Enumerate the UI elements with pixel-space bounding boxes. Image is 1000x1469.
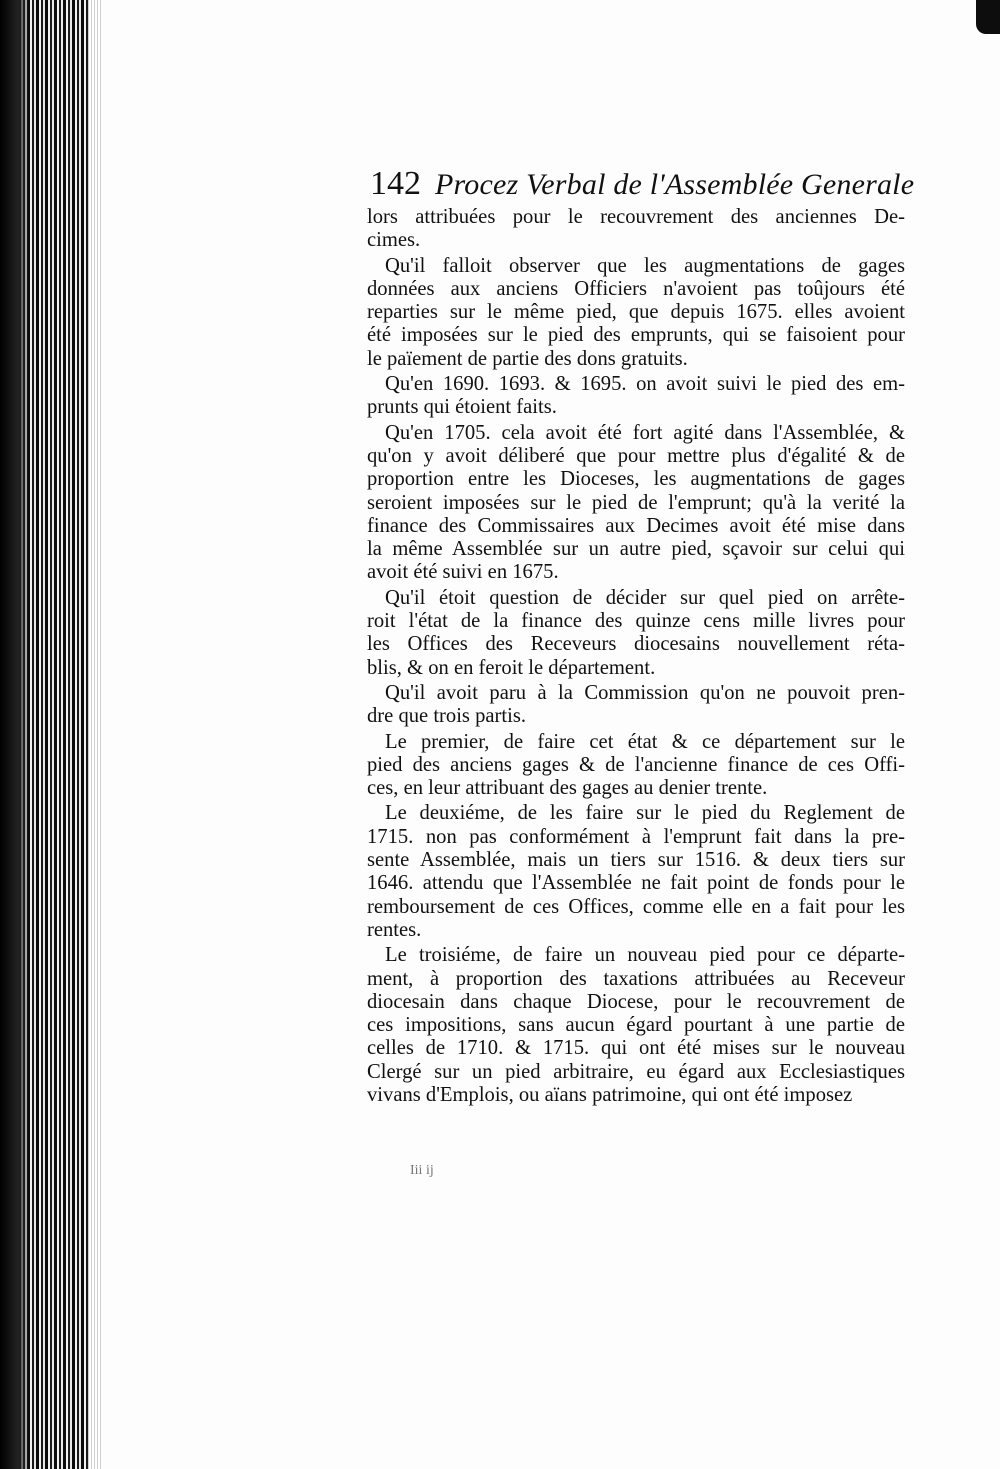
running-head: Procez Verbal de l'Assemblée Generale [435,168,915,201]
text-line: Qu'en 1705. cela avoit été fort agité dans l'Assemblée, & [385,421,905,444]
text-line: le païement de partie des dons gratuits. [367,347,688,370]
text-line: été imposées sur le pied des emprunts, qui se faisoient pour [367,324,905,347]
paragraph [367,802,905,942]
text-line: Qu'il falloit observer que les augmentations de gages [385,254,905,277]
text-line: Le premier, de faire cet état & ce département sur le [385,730,905,753]
page-header [370,165,915,203]
text-line: 1646. attendu que l'Assemblée ne fait point de fonds pour le [367,872,905,895]
text-line: la même Assemblée sur un autre pied, sçavoir sur celui qui [367,538,905,561]
text-line: ment, à proportion des taxations attribuées au Receveur [367,967,905,990]
text-line: données aux anciens Officiers n'avoient pas toûjours été [367,277,905,300]
text-line: avoit été suivi en 1675. [367,561,559,584]
text-line: Qu'il avoit paru à la Commission qu'on ne pouvoit pren- [385,681,905,704]
text-line: pied des anciens gages & de l'ancienne finance de ces Offi- [367,753,905,776]
page-stack-edge [88,0,102,1469]
scan-corner-shadow [976,0,1000,34]
text-line: Qu'il étoit question de décider sur quel pied on arrête- [385,586,905,609]
text-line: qu'on y avoit déliberé que pour mettre plus d'égalité & de [367,444,905,467]
text-line: proportion entre les Dioceses, les augmentations de gages [367,468,905,491]
text-line: reparties sur le même pied, que depuis 1675. elles avoient [367,301,905,324]
signature-mark: Iii ij [410,1163,434,1178]
text-line: Qu'en 1690. 1693. & 1695. on avoit suivi le pied des em- [385,373,905,396]
text-line: diocesain dans chaque Diocese, pour le recouvrement de [367,990,905,1013]
text-line: cimes. [367,229,421,252]
text-line: seroient imposées sur le pied de l'emprunt; qu'à la verité la [367,491,905,514]
body-text [367,206,905,1109]
page-number: 142 [370,165,421,202]
text-line: Clergé sur un pied arbitraire, eu égard aux Ecclesiastiques [367,1060,905,1083]
text-line: dre que trois partis. [367,705,526,728]
text-line: lors attribuées pour le recouvrement des anciennes De- [367,206,905,228]
text-line: sente Assemblée, mais un tiers sur 1516. & deux tiers sur [367,849,905,872]
text-line: ces impositions, sans aucun égard pourtant à une partie de [367,1014,905,1037]
text-line: Le deuxiéme, de les faire sur le pied du Reglement de [385,802,905,825]
text-line: les Offices des Receveurs diocesains nouvellement réta- [367,633,905,656]
text-line: Le troisiéme, de faire un nouveau pied pour ce départe- [385,944,905,967]
text-line: blis, & on en feroit le département. [367,656,656,679]
text-line: finance des Commissaires aux Decimes avoit été mise dans [367,514,905,537]
paragraph [367,373,905,420]
text-line: celles de 1710. & 1715. qui ont été mises sur le nouveau [367,1037,905,1060]
text-line: rentes. [367,918,422,941]
text-line: ces, en leur attribuant des gages au denier trente. [367,777,768,800]
paragraph [367,587,905,680]
paragraph [367,682,905,729]
paragraph [367,255,905,371]
text-line: roit l'état de la finance des quinze cens mille livres pour [367,610,905,633]
text-line: vivans d'Emplois, ou aïans patrimoine, qui ont été imposez [367,1083,853,1106]
paragraph [367,422,905,585]
text-line: 1715. non pas conformément à l'emprunt fait dans la pre- [367,825,905,848]
binding-shadow [0,0,30,1469]
paragraph [367,206,905,253]
paragraph [367,944,905,1107]
text-line: prunts qui étoient faits. [367,396,557,419]
paragraph [367,731,905,801]
text-line: remboursement de ces Offices, comme elle en a fait pour les [367,895,905,918]
